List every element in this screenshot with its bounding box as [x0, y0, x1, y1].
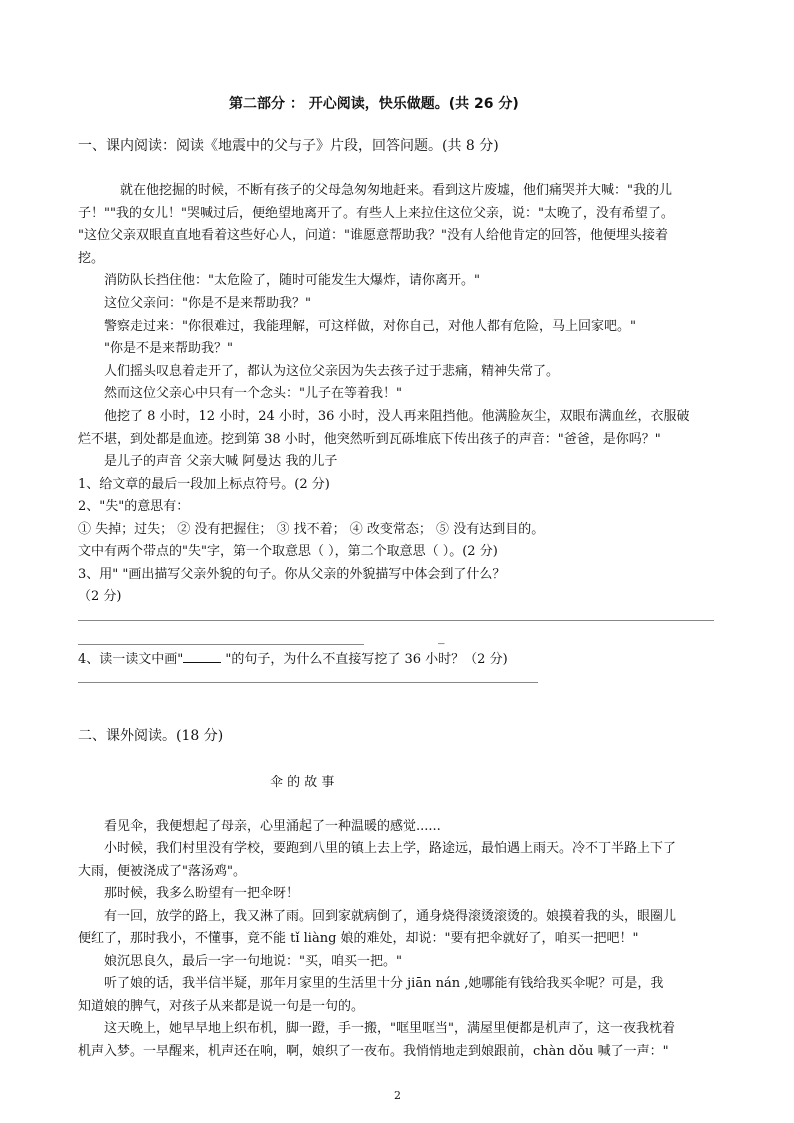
story-title: 伞 的 故 事: [270, 775, 335, 790]
passage1-line: "你是不是来帮助我？": [104, 341, 233, 356]
question-3-dash: _: [438, 630, 445, 645]
question-4: [78, 650, 508, 669]
passage2-line: 那时候，我多么盼望有一把伞呀！: [104, 886, 300, 901]
passage2-line: 大雨，便被浇成了"落汤鸡"。: [78, 864, 246, 879]
passage1-line: 挖。: [78, 251, 105, 266]
question-4-prefix: 4、读一读文中画": [78, 652, 184, 667]
section2-heading: 二、课外阅读。(18 分): [78, 728, 224, 744]
answer-line[interactable]: [78, 644, 364, 645]
passage1-line: 然而这位父亲心中只有一个念头："儿子在等着我！": [104, 386, 402, 401]
passage1-line: 这位父亲问："你是不是来帮助我？": [104, 296, 311, 311]
passage2-line: 便红了，那时我小，不懂事，竟不能 tǐ liàng 娘的难处，却说："要有把伞就好了，咱买一把吧！": [78, 931, 639, 946]
question-2-options: ① 失掉；过失； ② 没有把握住； ③ 找不着； ④ 改变常态； ⑤ 没有达到目的。: [78, 522, 545, 537]
passage1-line: 警察走过来："你很难过，我能理解，可这样做，对你自己，对他人都有危险，马上回家吧。": [104, 319, 636, 334]
passage2-line: 这天晚上，她早早地上织布机，脚一蹬，手一搬，"哐里哐当"，满屋里便都是机声了，这一夜我枕着: [104, 1021, 675, 1036]
question-2: 2、"失"的意思有：: [78, 499, 190, 514]
question-4-blank: [183, 650, 221, 663]
passage2-line: 知道娘的脾气，对孩子从来都是说一句是一句的。: [78, 999, 365, 1014]
passage1-line: 他挖了 8 小时，12 小时，24 小时，36 小时，没人再来阻挡他。他满脸灰尘，双眼布满血丝，衣服破: [104, 409, 690, 424]
section1-heading: 一、课内阅读：阅读《地震中的父与子》片段，回答问题。(共 8 分): [78, 138, 499, 154]
passage1-line: 是儿子的声音 父亲大喊 阿曼达 我的儿子: [104, 454, 338, 469]
passage2-line: 娘沉思良久，最后一字一句地说："买，咱买一把。": [104, 954, 402, 969]
answer-line[interactable]: [78, 620, 714, 621]
passage1-line: 烂不堪，到处都是血迹。挖到第 38 小时，他突然听到瓦砾堆底下传出孩子的声音："爸爸，是你吗？": [78, 432, 661, 447]
passage1-line: 子！""我的女儿！"哭喊过后，便绝望地离开了。有些人上来拉住这位父亲，说："太晚了，没有希望了。: [78, 206, 674, 221]
question-1: 1、给文章的最后一段加上标点符号。(2 分): [78, 477, 330, 492]
passage1-line: 消防队长挡住他："太危险了，随时可能发生大爆炸，请你离开。": [104, 273, 480, 288]
part-title: 第二部分 ： 开心阅读，快乐做题。(共 26 分): [229, 96, 519, 112]
answer-line[interactable]: [78, 682, 538, 683]
passage1-line: "这位父亲双眼直直地看着这些好心人，问道："谁愿意帮助我？"没有人给他肯定的回答，他便埋头接着: [78, 228, 668, 243]
passage1-line: 就在他挖掘的时候，不断有孩子的父母急匆匆地赶来。看到这片废墟，他们痛哭并大喊："我的儿: [120, 183, 672, 198]
passage2-line: 有一回，放学的路上，我又淋了雨。回到家就病倒了，通身烧得滚烫滚烫的。娘摸着我的头，眼圈儿: [104, 909, 677, 924]
passage2-line: 小时候，我们村里没有学校，要跑到八里的镇上去上学，路途远，最怕遇上雨天。冷不丁半路上下了: [104, 841, 677, 856]
question-3-score: （2 分): [78, 589, 122, 604]
question-3: 3、用" "画出描写父亲外貌的句子。你从父亲的外貌描写中体会到了什么？: [78, 567, 506, 582]
page-number: 2: [394, 1089, 401, 1102]
question-4-suffix: "的句子，为什么不直接写挖了 36 小时？（2 分): [221, 652, 508, 667]
passage1-line: 人们摇头叹息着走开了，都认为这位父亲因为失去孩子过于悲痛，精神失常了。: [104, 364, 560, 379]
passage2-line: 看见伞，我便想起了母亲，心里涌起了一种温暖的感觉......: [104, 819, 441, 834]
question-2-fill: 文中有两个带点的"失"字，第一个取意思（ ），第二个取意思（ ）。(2 分): [78, 544, 498, 559]
passage2-line: 听了娘的话，我半信半疑，那年月家里的生活里十分 jiān nán ,她哪能有钱给我买伞呢？可是，我: [104, 976, 664, 991]
passage2-line: 机声入梦。一早醒来，机声还在响，啊，娘织了一夜布。我悄悄地走到娘跟前，chàn dǒu 喊了一声：": [78, 1044, 669, 1059]
